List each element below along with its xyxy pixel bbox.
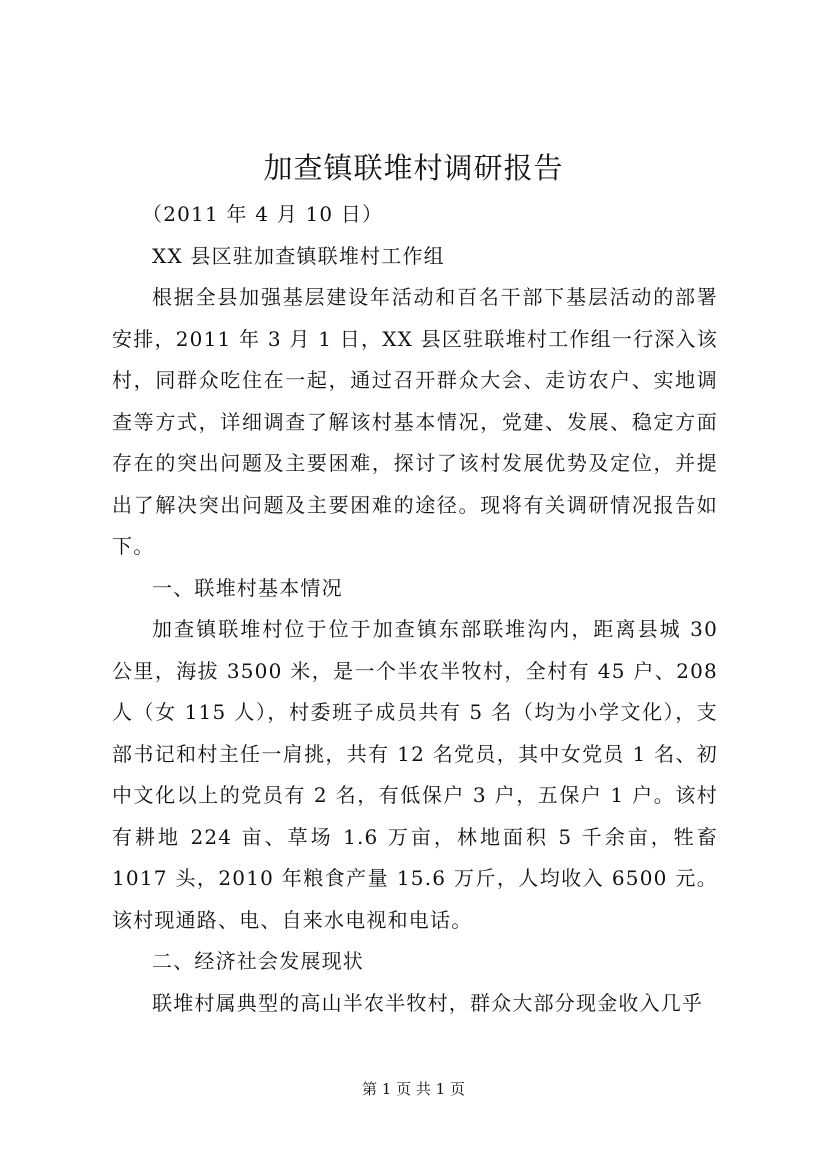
page-footer: 第 1 页 共 1 页: [362, 1080, 465, 1098]
section-2-heading: 二、经济社会发展现状: [152, 949, 364, 973]
section-1-paragraph: 加查镇联堆村位于位于加查镇东部联堆沟内，距离县城 30 公里，海拔 3500 米，是一个半农半牧村，全村有 45 户、208 人（女 115 人），村委班子成员共有 5 名（均为小学文化），支部书记和村主任一肩挑，共有 12 名党员，其中女党员 1 名、初中文化以上的党员有 2 名，有低保户 3 户，五保户 1 户。该村有耕地 224 亩、草场 1.6 万亩，林地面积 5 千余亩，牲畜 1017 头，2010 年粮食产量 15.6 万斤，人均收入 6500 元。该村现通路、电、自来水电视和电话。: [112, 617, 718, 932]
document-body: [112, 194, 718, 1024]
section-2-paragraph: 联堆村属典型的高山半农半牧村，群众大部分现金收入几乎: [152, 990, 704, 1015]
section-1-heading: 一、联堆村基本情况: [152, 575, 343, 600]
document-title: 加查镇联堆村调研报告: [263, 151, 564, 185]
intro-paragraph: 根据全县加强基层建设年活动和百名干部下基层活动的部署安排，2011 年 3 月 1 日，XX 县区驻联堆村工作组一行深入该村，同群众吃住在一起，通过召开群众大会、走访农户、实地调查等方式，详细调查了解该村基本情况，党建、发展、稳定方面存在的突出问题及主要困难，探讨了该村发展优势及定位，并提出了解决突出问题及主要困难的途径。现将有关调研情况报告如下。: [112, 285, 718, 558]
report-date: （2011 年 4 月 10 日）: [142, 202, 384, 226]
report-author: XX 县区驻加查镇联堆村工作组: [152, 243, 445, 268]
